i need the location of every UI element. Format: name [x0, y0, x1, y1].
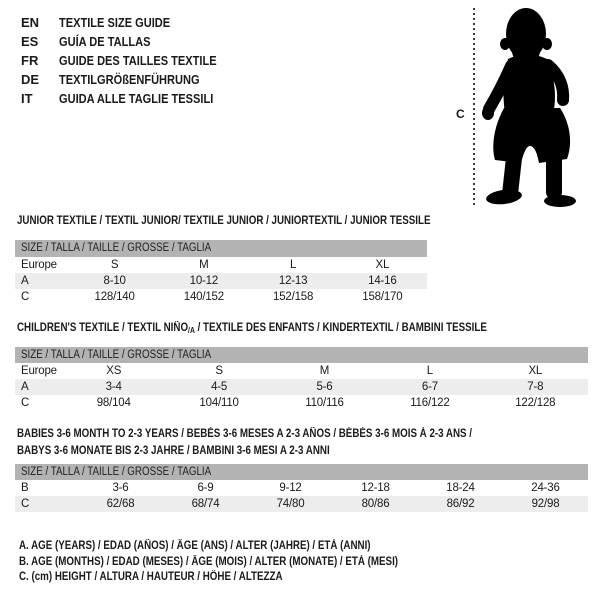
babies-title-line2: BABYS 3-6 MONATE BIS 2-3 JAHRE / BAMBINI 3-6 MESI A 2-3 ANNI [17, 445, 330, 457]
table-cell: 122/128 [515, 397, 556, 409]
row-label: C [21, 498, 30, 510]
language-code: DE [21, 72, 40, 87]
table-cell: 6-7 [421, 381, 438, 393]
table-cell: 9-12 [279, 482, 302, 494]
size-header-text: SIZE / TALLA / TAILLE / GRÖSSE / TAGLIA [21, 242, 212, 254]
table-cell: 68/74 [191, 498, 220, 510]
table-cell: 74/80 [276, 498, 305, 510]
table-cell: 12-18 [361, 482, 390, 494]
table-cell: 140/152 [183, 291, 224, 303]
language-title: GUIDE DES TAILLES TEXTILE [59, 53, 217, 68]
table-cell: XS [106, 365, 122, 377]
language-title-list [21, 13, 244, 108]
note-age-months-text: B. AGE (MONTHS) / EDAD (MESES) / ÂGE (MOIS) / ALTER (MONATE) / ETÀ (MESI) [19, 555, 399, 568]
table-row-height [15, 395, 588, 411]
language-title: GUÍA DE TALLAS [59, 34, 151, 49]
children-title-post: / TEXTILE DES ENFANTS / KINDERTEXTIL / BAMBINI TESSILE [194, 322, 487, 334]
note-age-years-text: A. AGE (YEARS) / EDAD (AÑOS) / ÂGE (ANS) / ALTER (JAHRE) / ETÀ (ANNI) [19, 540, 371, 552]
note-height-text: C. (cm) HEIGHT / ALTURA / HAUTEUR / HÖHE / ALTEZZA [19, 571, 283, 583]
row-label: B [21, 482, 29, 494]
table-cell: 158/170 [362, 291, 403, 303]
table-cell: 18-24 [446, 482, 475, 494]
table-cell: 7-8 [527, 381, 544, 393]
language-title: TEXTILGRÖßENFÜHRUNG [59, 72, 200, 87]
row-label: Europe [21, 365, 57, 377]
language-row [21, 32, 244, 51]
table-cell: 86/92 [446, 498, 475, 510]
table-row-age [15, 273, 427, 289]
language-code: FR [21, 53, 39, 68]
babies-size-table [15, 464, 588, 512]
height-measure-dotted-line [473, 8, 475, 207]
language-row [21, 89, 244, 108]
table-row-sizes [15, 363, 588, 379]
table-cell: XL [375, 259, 390, 271]
table-cell: M [199, 259, 209, 271]
junior-size-table [15, 240, 427, 305]
table-cell: 5-6 [316, 381, 333, 393]
junior-table-title [17, 213, 503, 230]
language-row [21, 13, 244, 32]
table-cell: 3-4 [105, 381, 122, 393]
table-cell: 128/140 [94, 291, 135, 303]
language-row [21, 51, 244, 70]
table-cell: 6-9 [197, 482, 214, 494]
table-row-age [15, 379, 588, 395]
babies-table-title [17, 426, 552, 460]
table-cell: 80/86 [361, 498, 390, 510]
table-cell: 104/110 [199, 397, 239, 409]
row-label: C [21, 291, 30, 303]
table-cell: S [110, 259, 119, 271]
table-cell: 110/116 [305, 397, 344, 409]
table-cell: 62/68 [106, 498, 135, 510]
children-title-pre: CHILDREN'S TEXTILE / TEXTIL NIÑO [17, 322, 189, 334]
row-label: A [21, 275, 29, 287]
table-row-sizes [15, 257, 427, 273]
children-title-subscript: /A [188, 326, 195, 335]
size-header-text: SIZE / TALLA / TAILLE / GRÖSSE / TAGLIA [21, 349, 212, 361]
row-label: Europe [21, 259, 57, 271]
table-cell: 152/158 [273, 291, 314, 303]
table-cell: 98/104 [96, 397, 131, 409]
children-table-title-text [17, 320, 487, 339]
language-title: TEXTILE SIZE GUIDE [59, 15, 171, 30]
height-measure-label: C [456, 107, 465, 121]
size-header-bar [15, 240, 427, 257]
row-label: C [21, 397, 30, 409]
size-header-bar [15, 464, 588, 480]
babies-title-line1: BABIES 3-6 MONTH TO 2-3 YEARS / BEBÉS 3-6 MESES A 2-3 AÑOS / BÉBÉS 3-6 MOIS À 2-3 ANS / [17, 428, 473, 440]
children-size-table [15, 347, 588, 411]
row-label: A [21, 381, 29, 393]
note-height [19, 570, 465, 586]
size-header-bar [15, 347, 588, 363]
legend-notes [19, 539, 465, 586]
table-cell: 3-6 [112, 482, 129, 494]
language-row [21, 70, 244, 89]
language-code: IT [21, 91, 33, 106]
table-row-age [15, 480, 588, 496]
table-cell: M [319, 365, 330, 377]
table-cell: L [290, 259, 297, 271]
table-cell: 8-10 [103, 275, 126, 287]
junior-table-title-text: JUNIOR TEXTILE / TEXTIL JUNIOR/ TEXTILE JUNIOR / JUNIORTEXTIL / JUNIOR TESSILE [17, 215, 431, 227]
table-cell: 4-5 [211, 381, 228, 393]
children-table-title [17, 320, 570, 339]
language-code: EN [21, 15, 40, 30]
table-cell: XL [528, 365, 543, 377]
table-cell: 92/98 [531, 498, 560, 510]
language-title: GUIDA ALLE TAGLIE TESSILI [59, 91, 214, 106]
table-cell: 10-12 [189, 275, 219, 287]
table-cell: 116/122 [410, 397, 450, 409]
language-code: ES [21, 34, 39, 49]
table-cell: S [215, 365, 223, 377]
note-age-years [19, 539, 465, 555]
table-row-height [15, 496, 588, 512]
note-age-months [19, 555, 465, 571]
baby-silhouette-icon [478, 4, 598, 207]
size-header-text: SIZE / TALLA / TAILLE / GRÖSSE / TAGLIA [21, 466, 212, 478]
table-cell: 24-36 [531, 482, 560, 494]
table-cell: 14-16 [368, 275, 397, 287]
table-row-height [15, 289, 427, 305]
table-cell: 12-13 [278, 275, 308, 287]
table-cell: L [426, 365, 433, 377]
